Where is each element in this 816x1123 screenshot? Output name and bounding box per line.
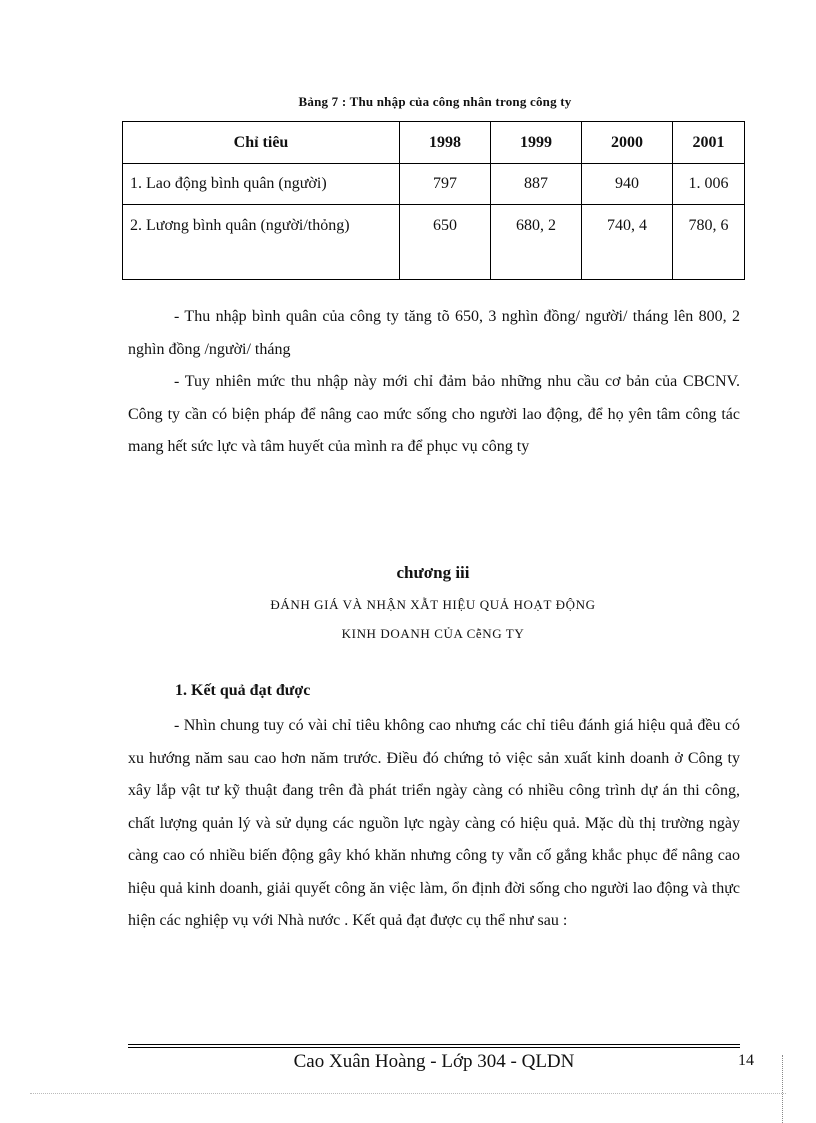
footer-rule	[128, 1047, 740, 1048]
table-cell: 940	[582, 164, 673, 205]
column-header: 2000	[582, 122, 673, 164]
section-body	[128, 710, 740, 938]
chapter-subtitle-line1: ĐÁNH GIÁ VÀ NHẬN XẪT HIỆU QUẢ HOẠT ĐỘNG	[270, 597, 596, 612]
chapter-subtitle-line2: KINH DOANH CỦA CễNG TY	[341, 626, 525, 641]
column-header: 1999	[491, 122, 582, 164]
paragraph-text: - Tuy nhiên mức thu nhập này mới chỉ đảm bảo những nhu cầu cơ bản của CBCNV. Công ty cần có biện pháp để nâng cao mức sống cho người lao động, để họ yên tâm công tác mang hết sức lực và tâm huyết của mình ra để phục vụ công ty	[128, 373, 740, 455]
table-cell: 1. 006	[673, 164, 745, 205]
income-table	[122, 121, 745, 280]
table-cell: 680, 2	[491, 205, 582, 280]
margin-guide	[30, 1093, 786, 1094]
chapter-title: chương iii	[396, 563, 470, 582]
page-number: 14	[738, 1052, 754, 1069]
table-cell: 740, 4	[582, 205, 673, 280]
table-cell: 780, 6	[673, 205, 745, 280]
table-cell: 1. Lao động bình quân (người)	[123, 164, 400, 205]
table-cell: 650	[400, 205, 491, 280]
table-row	[123, 205, 745, 280]
table-cell: 887	[491, 164, 582, 205]
table-cell: 797	[400, 164, 491, 205]
footer-rule	[128, 1044, 740, 1045]
column-header: Chỉ tiêu	[123, 122, 400, 164]
paragraph-text: - Nhìn chung tuy có vài chỉ tiêu không cao nhưng các chỉ tiêu đánh giá hiệu quả đều có xu hướng năm sau cao hơn năm trước. Điều đó chứng tỏ việc sản xuất kinh doanh ở Công ty xây lắp vật tư kỹ thuật đang trên đà phát triển ngày càng có nhiều công trình dự án thi công, chất lượng quản lý và sử dụng các nguồn lực ngày càng có hiệu quả. Mặc dù thị trường ngày càng cao có nhiều biến động gây khó khăn nhưng công ty vẫn cố gắng khắc phục để nâng cao hiệu quả kinh doanh, giải quyết công ăn việc làm, ổn định đời sống cho người lao động và thực hiện các nghiệp vụ với Nhà nước . Kết quả đạt được cụ thể như sau :	[128, 717, 740, 929]
column-header: 1998	[400, 122, 491, 164]
column-header: 2001	[673, 122, 745, 164]
paragraph-text: - Thu nhập bình quân của công ty tăng tõ 650, 3 nghìn đồng/ người/ tháng lên 800, 2 nghìn đồng /người/ tháng	[128, 308, 740, 358]
paragraph	[128, 366, 740, 464]
paragraph	[128, 301, 740, 366]
section-heading: 1. Kết quả đạt được	[175, 682, 311, 699]
margin-guide	[782, 1055, 783, 1123]
table-header-row	[123, 122, 745, 164]
table-cell: 2. Lương bình quân (người/thỏng)	[123, 205, 400, 280]
footer-author: Cao Xuân Hoàng - Lớp 304 - QLDN	[293, 1051, 575, 1072]
table-row	[123, 164, 745, 205]
table-caption: Bảng 7 : Thu nhập của công nhân trong công ty	[298, 94, 572, 109]
